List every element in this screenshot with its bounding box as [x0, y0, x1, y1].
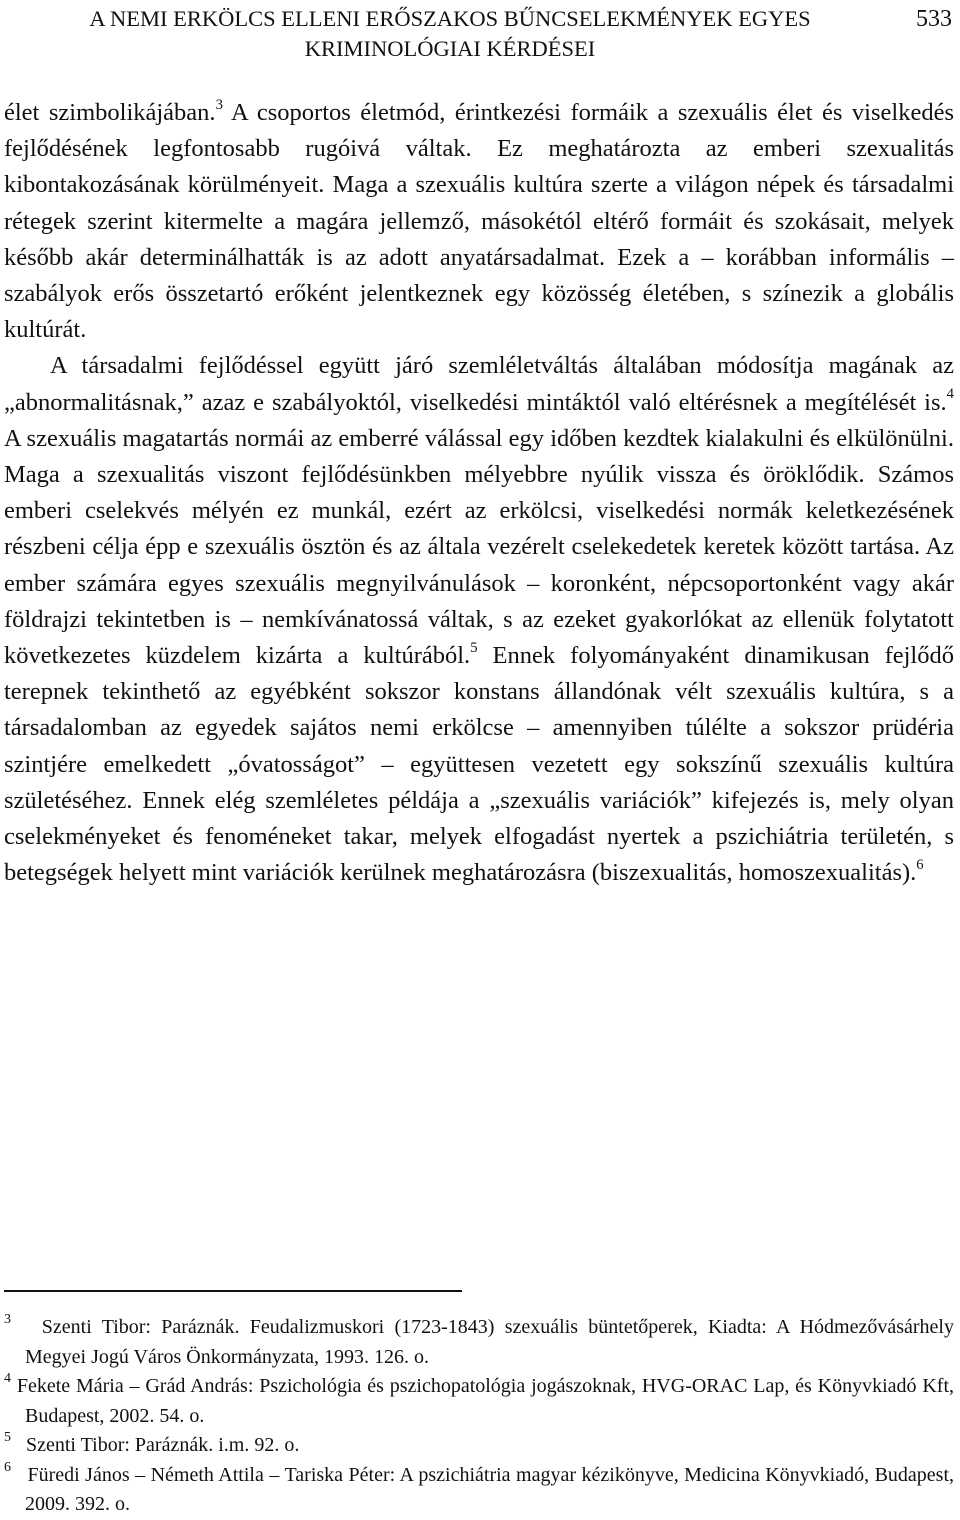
- footnote-ref-4: 4: [946, 386, 954, 403]
- footnote-number: 5: [4, 1430, 11, 1446]
- footnote-6: [4, 1461, 954, 1520]
- footnote-ref-3: 3: [215, 96, 223, 113]
- footnote-ref-5: 5: [470, 639, 478, 656]
- footnote-3: [4, 1313, 954, 1372]
- paragraph-2-part-b: A szexuális magatartás normái az emberré válással egy időben kezdtek kialakulni és elkülönülni. Maga a szexualitás viszont fejlődésünkben mélyebbre nyúlik vissza és öröklődik. Számos emberi cselekvés mélyén ez munkál, ezért az erkölcsi, viselkedési normák keletkezésének részbeni célja épp e szexuális ösztön és az általa vezérelt cselekedetek keretek között tartása. Az ember számára egyes szexuális megnyilvánulások – koronként, népcsoportonként vagy akár földrajzi tekintetben is – nemkívánatossá váltak, s az ezeket gyakorlókat az ellenük folytatott következetes küzdelem kizárta a kultúrából.: [4, 424, 954, 670]
- footnote-4: [4, 1372, 954, 1431]
- footnote-text: Szenti Tibor: Paráznák. i.m. 92. o.: [26, 1434, 300, 1456]
- paragraph-2: [4, 348, 954, 891]
- main-text: [4, 95, 954, 891]
- footnote-number: 6: [4, 1459, 11, 1475]
- paragraph-2-part-c: Ennek folyományaként dinamikusan fejlődő terepnek tekinthető az egyébként sokszor konstans állandónak vélt szexuális kultúra, s a társadalomban az egyedek sajátos nemi erkölcse – amennyiben túlélte a sokszor prüdéria szintjére emelkedett „óvatosságot” – együttesen vezetett egy sokszínű szexuális kultúra születéséhez. Ennek elég szemléletes példája a „szexuális variációk” kifejezés is, mely olyan cselekményeket és fenoméneket takar, melyek elfogadást nyertek a pszichiátria területén, s betegségek helyett mint variációk kerülnek meghatározásra (biszexualitás, homoszexualitás).: [4, 642, 954, 887]
- page-number: 533: [916, 6, 952, 32]
- footnotes: [4, 1313, 954, 1520]
- paragraph-1: [4, 95, 954, 348]
- footnote-text: Füredi János – Németh Attila – Tariska Péter: A pszichiátria magyar kézikönyve, Medicina Könyvkiadó, Budapest, 2009. 392. o.: [25, 1463, 955, 1515]
- paragraph-2-part-a: A társadalmi fejlődéssel együtt járó szemléletváltás általában módosítja magának az „abnormalitásnak,” azaz e szabályoktól, viselkedési mintáktól való eltérésnek a megítélését is.: [4, 352, 954, 416]
- paragraph-1-part-b: A csoportos életmód, érintkezési formáik a szexuális élet és viselkedés fejlődésének legfontosabb rugóivá váltak. Ez meghatározta az emberi szexualitás kibontakozásának körülményeit. Maga a szexuális kultúra szerte a világon népek és társadalmi rétegek szerint kitermelte a magára jellemző, másokétól eltérő formáit és szokásait, melyek később akár determinálhatták is az adott anyatársadalmat. Ezek a – korábban informális – szabályok erős összetartó erőként jelentkeznek egy közösség életében, s színezik a globális kultúrát.: [4, 99, 954, 344]
- footnote-text: Szenti Tibor: Paráznák. Feudalizmuskori (1723-1843) szexuális büntetőperek, Kiadta: A Hódmezővásárhely Megyei Jogú Város Önkormányzata, 1993. 126. o.: [25, 1316, 954, 1368]
- footnote-text: Fekete Mária – Grád András: Pszichológia és pszichopatológia jogászoknak, HVG-ORAC Lap, és Könyvkiadó Kft, Budapest, 2002. 54. o.: [16, 1375, 955, 1427]
- running-title: A NEMI ERKÖLCS ELLENI ERŐSZAKOS BŰNCSELEKMÉNYEK EGYES KRIMINOLÓGIAI KÉRDÉSEI: [89, 6, 811, 61]
- footnote-number: 3: [4, 1312, 11, 1328]
- footnote-separator: [4, 1290, 462, 1292]
- paragraph-1-part-a: élet szimbolikájában.: [4, 99, 216, 126]
- footnote-ref-6: 6: [916, 856, 924, 873]
- footnote-number: 4: [4, 1371, 11, 1387]
- page-header: [0, 4, 960, 64]
- footnote-5: [4, 1431, 954, 1461]
